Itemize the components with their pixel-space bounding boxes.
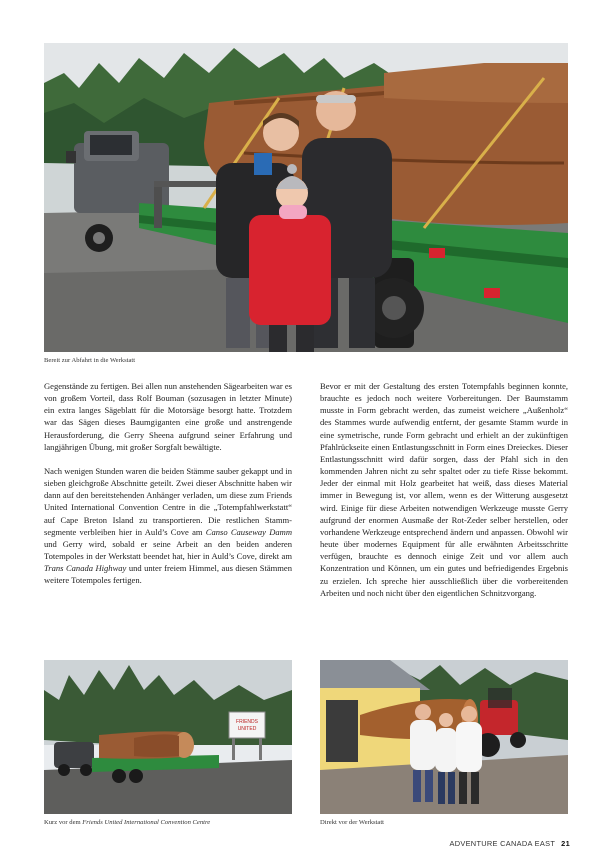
right-text-column [320, 380, 568, 599]
page-number: 21 [561, 839, 570, 848]
top-photo-image [44, 43, 568, 352]
top-photo [44, 43, 568, 352]
canso-causeway-damm: Canso Causeway Damm [205, 526, 292, 537]
bottom-left-photo [44, 660, 292, 814]
bottom-right-photo [320, 660, 568, 814]
bottom-left-caption-text: Kurz vor dem [44, 819, 83, 826]
bottom-left-photo-caption [44, 819, 210, 827]
bottom-left-photo-image [44, 660, 292, 814]
trans-canada-highway: Trans Canada Highway [44, 563, 127, 574]
left-paragraph-1: Gegenstände zu fertigen. Bei allen nun anstehenden Sägearbeiten war es von großem Vorteil, dass Rolf Bouman (sozusagen in letzter Minute) ein extra langes Sägeblatt für die Motorsäge besorgt hatte. Trotzdem war das Sägen dieses Baumgiganten eine große und anstrengende Herausforderung, die Gerry Sheena aufgrund seiner Erfahrung und langjährigen Übung, mit großer Sorgfalt bewältigte. [44, 381, 292, 452]
sign-text-2: UNITED [237, 726, 257, 732]
magazine-name: ADVENTURE CANADA EAST [449, 839, 556, 848]
left-paragraph-2-text-c: und unter freiem Himmel, aus diesen Stämmen weitere Totempoles fertigen. [44, 563, 292, 586]
left-paragraph-2 [44, 465, 292, 587]
bottom-right-photo-caption: Direkt vor der Werkstatt [320, 819, 384, 826]
page-footer [449, 839, 570, 848]
top-photo-caption: Bereit zur Abfahrt in die Werkstatt [44, 357, 136, 364]
left-paragraph-2-text-a: Nach wenigen Stunden waren die beiden Stämme sauber gekappt und in sieben gleichgroße Abschnitte geteilt. Zwei dieser Abschnitte haben wir dann auf den bereitstehenden Anhänger verladen, um diese zum Friends United International Convention Centre in die „Totempfahlwerkstatt“ auf Cape Breton Island zu transportieren. Die restlichen Stammsegmente verbleiben hier in Auld’s Cove am [44, 465, 292, 537]
bottom-right-photo-image [320, 660, 568, 814]
left-text-column [44, 380, 292, 587]
right-paragraph-1: Bevor er mit der Gestaltung des ersten Totempfahls beginnen konnte, brauchte es jedoch noch weitere Vorbereitungen. Der Baumstamm musste in Form gebracht werden, das zumeist weichere „Außenholz“ des Stammes wurde aufwendig entfernt, der gesamte Stamm wurde in eine symetrische, runde Form gebracht und erhielt an der zukünftigen Pfahlrückseite einen Entlastungsschnitt in Form eines Dreieckes. Dieser Entlastungsschnitt wird dafür sorgen, dass der Pfahl sich in den kommenden Jahren nicht zu sehr spaltet oder zu tiefe Risse bekommt. Jeder der einmal mit Holz gearbeitet hat weiß, dass dieses Material immer in Bewegung ist, vor allem, wenn es der Witterung ausgesetzt wird. Einige für diese Arbeiten notwendigen Werkzeuge musste Gerry aufgrund der enormen Ausmaße der Rot-Zeder selber herstellen, oder vorhandene Werkzeuge entsprechend ändern und anpassen. Obwohl wir heute über modernes Equipment für alle erwähnten Arbeitsschritte verfügen, brauchte es dennoch einige Zeit und vor allem auch Konzentration und Können, um ein gutes und befriedigendes Ergebnis zu erzielen. Ich spreche hier ausschließlich über die vorbereitenden Arbeiten und noch nicht über den eigentlichen Schnitzvorgang. [320, 381, 568, 598]
bottom-left-caption-italic: Friends United International Convention Centre [82, 819, 211, 826]
sign-text-1: FRIENDS [236, 719, 258, 725]
left-paragraph-2-text-b: und Gerry wird, sobald er seine Arbeit an den beiden anderen Totempoles in der Werkstatt beendet hat, hier in Auld’s Cove, direkt am [44, 538, 292, 562]
